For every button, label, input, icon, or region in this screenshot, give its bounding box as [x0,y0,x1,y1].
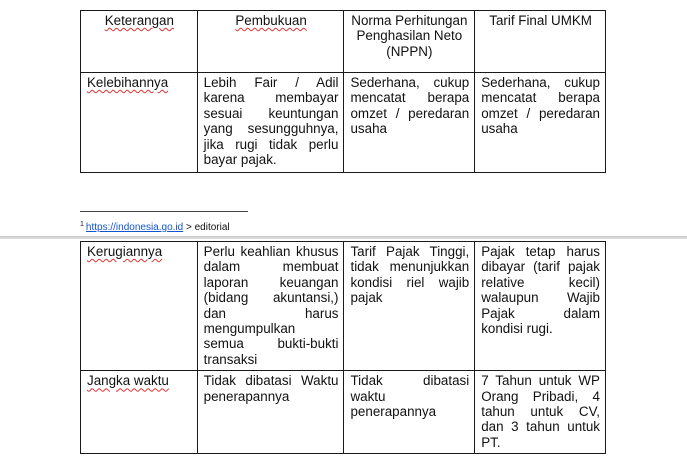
cell-jangka-pembukuan: Tidak dibatasi Waktu penerapannya [197,371,344,454]
cell-kerugian-tarif-final: Pajak tetap harus dibayar (tarif pajak relative kecil) walaupun Wajib Pajak dalam kondisi rugi. [475,242,606,371]
cell-kelebihan-nppn: Sederhana, cukup mencatat berapa omzet / peredaran usaha [344,73,475,173]
cell-kelebihan-pembukuan: Lebih Fair / Adil karena membayar sesuai keuntungan yang sesungguhnya, jika rugi tidak perlu bayar pajak. [197,73,344,173]
header-pembukuan: Pembukuan [197,11,344,73]
header-tarif-final: Tarif Final UMKM [475,11,606,73]
table-header-row [81,11,606,73]
footnote-separator [80,211,248,212]
header-keterangan: Keterangan [81,11,198,73]
footnote-suffix: > editorial [183,222,230,233]
cell-jangka-tarif-final: 7 Tahun untuk WP Orang Pribadi, 4 tahun untuk CV, dan 3 tahun untuk PT. [475,371,606,454]
footnote-link[interactable]: https://indonesia.go.id [85,222,184,233]
cell-kelebihan-tarif-final: Sederhana, cukup mencatat berapa omzet / peredaran usaha [475,73,606,173]
comparison-table-bottom [80,241,606,454]
cell-kerugian-pembukuan: Perlu keahlian khusus dalam membuat laporan keuangan (bidang akuntansi,) dan harus mengumpulkan semua bukti-bukti transaksi [197,242,344,371]
header-nppn: Norma Perhitungan Penghasilan Neto (NPPN) [344,11,475,73]
cell-kerugian-nppn: Tarif Pajak Tinggi, tidak menunjukkan kondisi riel wajib pajak [344,242,475,371]
cell-jangka-nppn: Tidak dibatasi waktu penerapannya [344,371,475,454]
table-row [81,73,606,173]
row-label-jangka-waktu: Jangka waktu [81,371,198,454]
row-label-kerugian: Kerugiannya [81,242,198,371]
table-row [81,242,606,371]
footnote [80,219,230,234]
table-row [81,371,606,454]
footnote-number: 1 [80,221,84,228]
row-label-kelebihan: Kelebihannya [81,73,198,173]
comparison-table-top [80,10,606,173]
